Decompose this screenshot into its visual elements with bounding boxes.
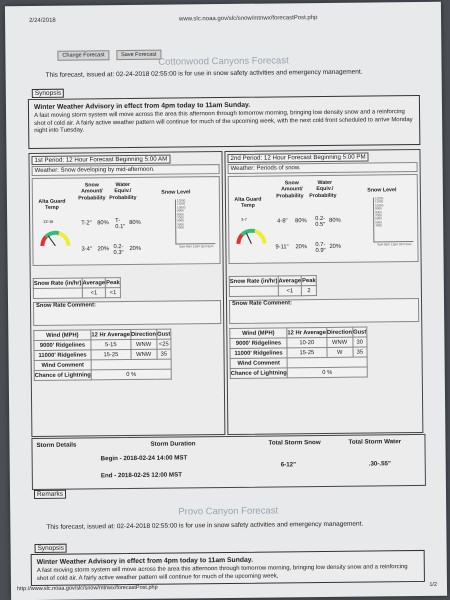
period1-rate-peak: <1 bbox=[106, 288, 121, 298]
period1-w9-dir: WNW bbox=[130, 339, 156, 349]
period1-snow-r1: T-2" bbox=[81, 220, 92, 227]
period2-weather: Weather: Periods of snow. bbox=[228, 162, 418, 174]
period2-w11-avg: 15-25 bbox=[287, 347, 327, 357]
water-equiv-header: Water Equiv./ bbox=[114, 181, 132, 195]
provo-issued: This forecast, issued at: 02-24-2018 02:55:00 is for use in snow safety activities and emergency management. bbox=[46, 520, 364, 531]
period1-lightning: 0 % bbox=[91, 369, 171, 380]
period2-w11-gust: 35 bbox=[353, 347, 367, 357]
period2-w9-dir: WNW bbox=[326, 337, 352, 347]
period1-rate-average: <1 bbox=[82, 288, 106, 298]
period1-snow-r2: 3-4" bbox=[81, 246, 92, 253]
period2-forecast-table: Alta Guard Temp Snow Amount/ Probability Water Equiv./ Probability Snow Level 3-7 4-8" 80% 0.2-0.5" 80% 9-11" 20% 0.7-0.9" 20% 12000 11000 10000 9000 8000 7000 6000 5000 4000 5pm 8pm 11pm 2am 5am bbox=[228, 174, 419, 264]
snow-amount-header: Snow Amount/ bbox=[81, 182, 103, 195]
period2-snow-prob-r2: 20% bbox=[295, 244, 308, 251]
period2-wind-table: Wind (MPH) 12 Hr Average Direction Gust 9000' Ridgelines 10-20 WNW 30 11000' Ridgelines 15-25 W 35 Wind Comment Chance of Lightning 0 % bbox=[229, 327, 367, 379]
period2-w9-avg: 10-20 bbox=[287, 337, 327, 347]
advisory-text: Winter Weather Advisory in effect from 4pm today to 11am Sunday. bbox=[33, 101, 251, 112]
period2-snow-prob-r1: 80% bbox=[295, 218, 307, 225]
storm-duration-header: Storm Duration bbox=[150, 440, 196, 448]
provo-synopsis-text: A fast moving storm system will move across the area this afternoon through tomorrow morning, bringing low density snow and a reinforcing shot of cold air. A fairly active weather pattern will continue for much of the upcoming week, bbox=[36, 564, 408, 582]
snow-level-header: Snow Level bbox=[161, 189, 191, 196]
period1-snow-prob-r2: 20% bbox=[97, 246, 110, 253]
provo-title: Provo Canyon Forecast bbox=[178, 505, 279, 518]
period1-forecast-table bbox=[32, 176, 221, 266]
water-prob-header: Probability bbox=[109, 194, 137, 202]
period1-water-prob-r2: 20% bbox=[129, 245, 142, 253]
period1-wind-table: Wind (MPH) 12 Hr Average Direction Gust 9000' Ridgelines 5-15 WNW <25 11000' Ridgelines 15-25 WNW 35 Wind Comment Chance of Lightning 0 % bbox=[33, 329, 171, 381]
period2-rate-average: <1 bbox=[278, 286, 302, 296]
period2-snow-rate-table: Snow Rate (in/hr) Average Peak <1 2 bbox=[229, 275, 317, 297]
provo-advisory-text: Winter Weather Advisory in effect from 4pm today to 11am Sunday. bbox=[36, 556, 253, 566]
footer-url: http://www.slc.noaa.gov/slc/snow/mtnwx/forecastPost.php bbox=[16, 584, 158, 593]
save-forecast-button[interactable]: Save Forecast bbox=[116, 50, 162, 60]
period2-level-axis: 5pm 8pm 11pm 2am 5am bbox=[377, 241, 412, 247]
period2-water-r1: 0.2-0.5" bbox=[315, 215, 326, 229]
change-forecast-button[interactable]: Change Forecast bbox=[57, 50, 109, 61]
period1-water-r1: T-0.1" bbox=[115, 218, 126, 231]
total-water-header: Total Storm Water bbox=[348, 438, 402, 446]
period2-w9-gust: 30 bbox=[353, 337, 367, 347]
period2-snow-level-chart: 12000 11000 10000 9000 8000 7000 6000 5000 4000 5pm 8pm 11pm 2am 5am bbox=[374, 196, 412, 247]
temp-gauge-icon bbox=[39, 227, 71, 249]
provo-synopsis-box bbox=[31, 550, 425, 586]
alta-temp-header: Alta Guard Temp bbox=[38, 198, 66, 211]
period2-water-prob-r2: 20% bbox=[329, 243, 342, 250]
cottonwood-issued: This forecast, issued at: 02-24-2018 02:55:00 is for use in snow safety activities and emergency management. bbox=[45, 68, 363, 79]
cottonwood-title: Cottonwood Canyons Forecast bbox=[158, 55, 289, 68]
total-snow-value: 6-12" bbox=[280, 461, 297, 469]
storm-end: End - 2018-02-25 12:00 MST bbox=[100, 471, 183, 480]
period2-panel bbox=[224, 149, 423, 435]
period1-snow-rate-table: Snow Rate (in/hr) Average Peak <1 <1 bbox=[33, 277, 121, 299]
synopsis-label: Synopsis bbox=[32, 89, 64, 98]
period1-w11-dir: WNW bbox=[131, 349, 157, 359]
period1-w9-avg: 5-15 bbox=[91, 340, 131, 350]
period2-snow-rate-comment: Snow Rate Comment: bbox=[229, 298, 419, 324]
synopsis-box bbox=[28, 95, 421, 149]
period1-title: 1st Period: 12 Hour Forecast Beginning 5:00 AM bbox=[31, 155, 170, 165]
storm-details bbox=[31, 434, 426, 490]
period1-weather: Weather: Snow developing by mid-afternoon. bbox=[32, 164, 220, 176]
storm-begin: Begin - 2018-02-24 14:00 MST bbox=[100, 454, 188, 463]
period1-snow-rate-comment: Snow Rate Comment: bbox=[33, 300, 221, 326]
period1-w11-avg: 15-25 bbox=[91, 350, 131, 360]
printed-page bbox=[5, 2, 447, 600]
period2-rate-peak: 2 bbox=[302, 286, 317, 296]
period2-title: 2nd Period: 12 Hour Forecast Beginning 5:00 PM bbox=[227, 152, 368, 162]
print-date: 2/24/2018 bbox=[29, 17, 56, 25]
total-snow-header: Total Storm Snow bbox=[268, 439, 321, 447]
period2-lightning: 0 % bbox=[287, 367, 367, 378]
period1-level-axis: 5am 8am 11am 2pm 5pm bbox=[179, 243, 214, 249]
period1-water-prob-r1: 80% bbox=[129, 219, 141, 227]
period1-water-r2: 0.2-0.3" bbox=[113, 244, 124, 257]
period1-snow-prob-r1: 80% bbox=[97, 220, 109, 227]
synopsis-text: A fast moving storm system will move across the area this afternoon through tomorrow morning, bringing low density snow and a reinforcing shot of cold air. A fairly active weather pattern will continue for much of the upcoming week, with the next cold front scheduled to arrive Monday night into Tuesday. bbox=[34, 109, 413, 134]
period1-gauge-value: 12-16 bbox=[43, 218, 54, 224]
period1-w11-gust: 35 bbox=[157, 349, 171, 359]
period2-water-prob-r1: 80% bbox=[329, 217, 341, 224]
total-water-value: .30-.55" bbox=[368, 460, 391, 468]
temp-gauge-icon bbox=[235, 225, 267, 247]
period2-w11-dir: W bbox=[327, 347, 353, 357]
remarks-label: Remarks bbox=[34, 490, 66, 499]
period2-water-r2: 0.7-0.9" bbox=[315, 241, 326, 255]
period1-w9-gust: <25 bbox=[157, 339, 171, 349]
footer-page: 1/2 bbox=[429, 581, 438, 588]
print-header bbox=[29, 14, 427, 25]
snow-prob-header: Probability bbox=[78, 195, 106, 202]
provo-synopsis-label: Synopsis bbox=[35, 544, 67, 553]
storm-details-label: Storm Details bbox=[36, 441, 77, 449]
period2-snow-r2: 9-11" bbox=[275, 244, 289, 251]
period1-panel bbox=[28, 151, 225, 437]
period2-gauge-value: 3-7 bbox=[241, 216, 247, 222]
period2-snow-r1: 4-8" bbox=[277, 218, 288, 225]
period1-snow-level-chart: 12000 11000 10000 9000 8000 7000 6000 5000 4000 5am 8am 11am 2pm 5pm bbox=[176, 198, 214, 249]
print-url: www.slc.noaa.gov/slc/snow/mtnwx/forecastPost.php bbox=[179, 15, 318, 23]
